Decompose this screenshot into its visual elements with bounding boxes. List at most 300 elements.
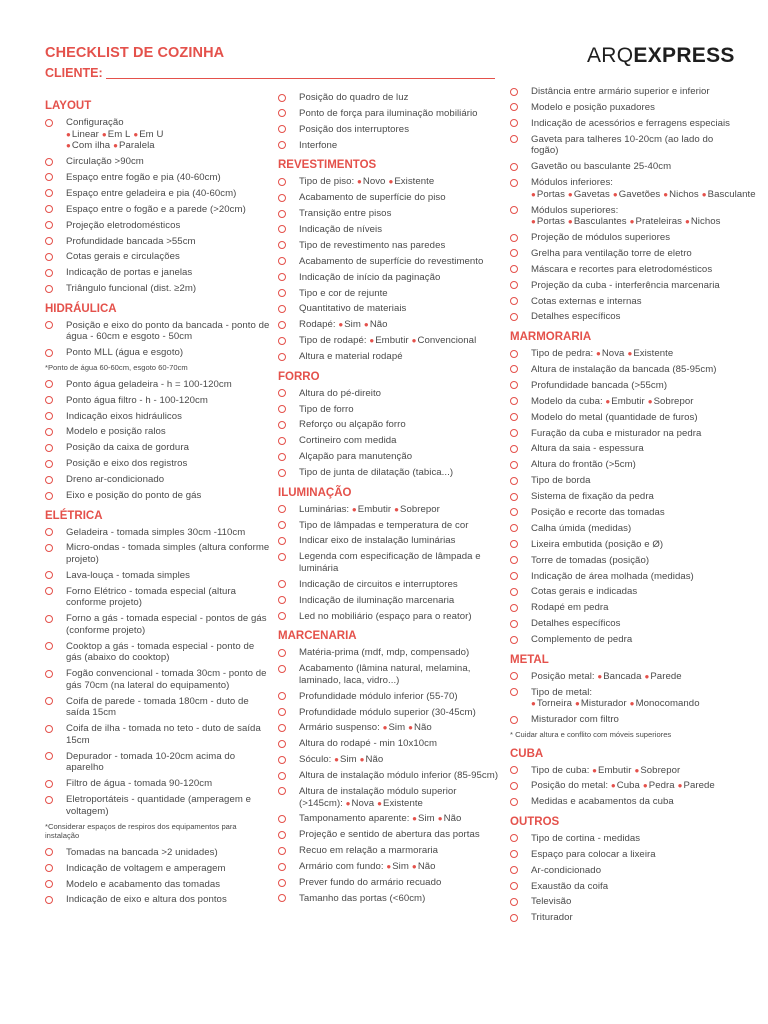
option-dot-icon: ● <box>411 862 417 872</box>
checkbox-circle-icon[interactable] <box>45 587 53 595</box>
item-label: Triângulo funcional (dist. ≥2m) <box>66 283 197 295</box>
checkbox-circle-icon[interactable] <box>510 604 518 612</box>
checkbox-circle-icon[interactable] <box>278 321 286 329</box>
item-label: Posição e eixo do ponto da bancada - ponto de água - 60cm e esgoto - 50cm <box>66 319 270 343</box>
checkbox-circle-icon[interactable] <box>45 173 53 181</box>
checkbox-circle-icon[interactable] <box>278 708 286 716</box>
checkbox-circle-icon[interactable] <box>510 135 518 143</box>
item-label: Circulação >90cm <box>66 156 144 168</box>
checkbox-circle-icon[interactable] <box>278 437 286 445</box>
checkbox-circle-icon[interactable] <box>278 353 286 361</box>
checklist-item <box>45 613 270 636</box>
item-label: Lixeira embutida (posição e Ø) <box>531 538 664 550</box>
checkbox-circle-icon[interactable] <box>45 528 53 536</box>
checklist-item <box>278 845 502 857</box>
checkbox-circle-icon[interactable] <box>278 389 286 397</box>
item-label: Acabamento (lâmina natural, melamina, laminado, laca, vidro...) <box>299 663 471 686</box>
checklist-item <box>278 192 502 204</box>
option-dot-icon: ● <box>574 699 580 709</box>
item-label: Indicação de níveis <box>299 223 383 235</box>
checklist-item <box>45 395 270 407</box>
checkbox-circle-icon[interactable] <box>510 834 518 842</box>
checklist-item <box>278 435 502 447</box>
option-label: Gavetões <box>618 188 661 200</box>
checklist-item <box>510 134 732 157</box>
option-label: Sim <box>392 861 409 873</box>
checklist-item <box>510 896 732 908</box>
option-label: Sobrepor <box>640 764 681 776</box>
checklist-item <box>510 412 732 424</box>
checkbox-circle-icon[interactable] <box>278 692 286 700</box>
checkbox-circle-icon[interactable] <box>278 863 286 871</box>
checklist-item <box>45 474 270 486</box>
checkbox-circle-icon[interactable] <box>510 524 518 532</box>
section-outros: OUTROS <box>510 815 560 828</box>
option-cuba[interactable] <box>611 780 640 791</box>
option-sim[interactable] <box>383 722 406 733</box>
checkbox-circle-icon[interactable] <box>278 612 286 620</box>
item-label: Sistema de fixação da pedra <box>531 491 654 503</box>
option-existente[interactable] <box>377 798 423 809</box>
option-nao[interactable] <box>412 861 436 872</box>
checkbox-circle-icon[interactable] <box>278 847 286 855</box>
checkbox-circle-icon[interactable] <box>510 413 518 421</box>
checkbox-circle-icon[interactable] <box>510 429 518 437</box>
checkbox-circle-icon[interactable] <box>278 894 286 902</box>
checklist-item <box>45 794 270 817</box>
checkbox-circle-icon[interactable] <box>278 521 286 529</box>
checkbox-circle-icon[interactable] <box>510 782 518 790</box>
item-label: Tipo de revestimento nas paredes <box>299 239 446 251</box>
checklist-item <box>278 388 502 400</box>
option-basculantes[interactable] <box>568 216 627 227</box>
checkbox-circle-icon[interactable] <box>45 896 53 904</box>
checkbox-circle-icon[interactable] <box>45 321 53 329</box>
option-pedra[interactable] <box>643 780 675 791</box>
checkbox-circle-icon[interactable] <box>278 94 286 102</box>
checklist-item <box>510 687 732 710</box>
checkbox-circle-icon[interactable] <box>278 580 286 588</box>
option-novo[interactable] <box>357 176 386 187</box>
checkbox-circle-icon[interactable] <box>510 297 518 305</box>
checkbox-circle-icon[interactable] <box>278 289 286 297</box>
item-label: Eletroportáteis - quantidade (amperagem e voltagem) <box>66 794 251 817</box>
checkbox-circle-icon[interactable] <box>278 596 286 604</box>
option-sobrepor[interactable] <box>394 504 440 515</box>
item-label: Tamanho das portas (<60cm) <box>299 892 426 904</box>
checkbox-circle-icon[interactable] <box>45 476 53 484</box>
checkbox-circle-icon[interactable] <box>45 412 53 420</box>
checkbox-circle-icon[interactable] <box>278 225 286 233</box>
checkbox-circle-icon[interactable] <box>278 469 286 477</box>
option-label: Prateleiras <box>635 216 682 228</box>
checkbox-circle-icon[interactable] <box>510 265 518 273</box>
checkbox-circle-icon[interactable] <box>45 253 53 261</box>
option-dot-icon: ● <box>567 189 573 199</box>
option-torneira[interactable] <box>531 698 572 709</box>
option-row <box>66 129 270 141</box>
checkbox-circle-icon[interactable] <box>510 636 518 644</box>
checkbox-circle-icon[interactable] <box>278 815 286 823</box>
option-paralela[interactable] <box>113 140 155 151</box>
option-monocomando[interactable] <box>630 698 700 709</box>
checkbox-circle-icon[interactable] <box>278 210 286 218</box>
checklist-item <box>510 796 732 808</box>
item-label: Posição do metal: <box>531 780 609 792</box>
checkbox-circle-icon[interactable] <box>45 697 53 705</box>
checkbox-circle-icon[interactable] <box>45 670 53 678</box>
checklist-item <box>45 490 270 502</box>
option-sim[interactable] <box>334 754 357 765</box>
checklist-item <box>45 426 270 438</box>
item-label: Medidas e acabamentos da cuba <box>531 796 674 808</box>
checkbox-circle-icon[interactable] <box>510 350 518 358</box>
option-em-l[interactable] <box>102 129 130 140</box>
checklist-item <box>45 411 270 423</box>
checkbox-circle-icon[interactable] <box>278 194 286 202</box>
item-label: Televisão <box>531 896 572 908</box>
checkbox-circle-icon[interactable] <box>510 898 518 906</box>
checklist-item <box>510 248 732 260</box>
checkbox-circle-icon[interactable] <box>45 796 53 804</box>
item-label: Tipo de cuba: <box>531 764 590 776</box>
checklist-item <box>278 335 502 347</box>
checkbox-circle-icon[interactable] <box>510 716 518 724</box>
checkbox-circle-icon[interactable] <box>45 428 53 436</box>
item-label: Sóculo: <box>299 754 332 766</box>
checkbox-circle-icon[interactable] <box>278 305 286 313</box>
option-sobrepor[interactable] <box>634 765 680 776</box>
option-portas[interactable] <box>531 216 565 227</box>
option-dot-icon: ● <box>363 320 369 330</box>
option-sim[interactable] <box>338 319 361 330</box>
checklist-item <box>45 778 270 790</box>
option-gavetoes[interactable] <box>613 189 660 200</box>
checklist-item <box>278 829 502 841</box>
item-label: Projeção e sentido de abertura das portas <box>299 829 480 841</box>
checkbox-circle-icon[interactable] <box>45 158 53 166</box>
checkbox-circle-icon[interactable] <box>278 537 286 545</box>
checkbox-circle-icon[interactable] <box>510 620 518 628</box>
checkbox-circle-icon[interactable] <box>510 179 518 187</box>
checkbox-circle-icon[interactable] <box>510 477 518 485</box>
checkbox-circle-icon[interactable] <box>510 540 518 548</box>
checklist-item <box>510 428 732 440</box>
option-label: Existente <box>633 348 674 360</box>
item-label: Ponto MLL (água e esgoto) <box>66 347 184 359</box>
checkbox-circle-icon[interactable] <box>510 234 518 242</box>
item-label: Depurador - tomada 10-20cm acima do aparelho <box>66 750 236 774</box>
option-sim[interactable] <box>412 813 435 824</box>
item-label: Altura do pé-direito <box>299 387 382 399</box>
option-dot-icon: ● <box>386 862 392 872</box>
checkbox-circle-icon[interactable] <box>510 381 518 389</box>
option-parede[interactable] <box>678 780 715 791</box>
checkbox-circle-icon[interactable] <box>278 273 286 281</box>
option-dot-icon: ● <box>66 141 71 151</box>
checkbox-circle-icon[interactable] <box>278 337 286 345</box>
checklist-item <box>45 204 270 216</box>
option-linear[interactable] <box>66 129 99 140</box>
option-portas[interactable] <box>531 189 565 200</box>
checkbox-circle-icon[interactable] <box>510 163 518 171</box>
checkbox-circle-icon[interactable] <box>45 864 53 872</box>
checkbox-circle-icon[interactable] <box>45 269 53 277</box>
option-nao[interactable] <box>360 754 384 765</box>
checkbox-circle-icon[interactable] <box>510 866 518 874</box>
item-label: Matéria-prima (mdf, mdp, compensado) <box>299 647 470 659</box>
option-com-ilha[interactable] <box>66 140 110 151</box>
checklist-item <box>278 579 502 591</box>
checkbox-circle-icon[interactable] <box>510 493 518 501</box>
option-label: Não <box>417 861 436 873</box>
checklist-item <box>45 172 270 184</box>
option-sim[interactable] <box>386 861 409 872</box>
checklist-item <box>278 319 502 331</box>
checkbox-circle-icon[interactable] <box>45 189 53 197</box>
checkbox-circle-icon[interactable] <box>278 740 286 748</box>
checkbox-circle-icon[interactable] <box>45 880 53 888</box>
option-embutir[interactable] <box>605 396 644 407</box>
checklist-item <box>278 504 502 516</box>
option-dot-icon: ● <box>345 798 351 808</box>
option-existente[interactable] <box>388 176 434 187</box>
checkbox-circle-icon[interactable] <box>278 879 286 887</box>
client-input-line[interactable] <box>106 78 495 79</box>
checkbox-circle-icon[interactable] <box>510 88 518 96</box>
checkbox-circle-icon[interactable] <box>45 571 53 579</box>
checklist-item <box>278 535 502 547</box>
item-label: Profundidade bancada (>55cm) <box>531 379 668 391</box>
checklist-item <box>45 542 270 565</box>
item-label: Indicação de início da paginação <box>299 271 441 283</box>
checkbox-circle-icon[interactable] <box>45 725 53 733</box>
item-label: Configuração <box>66 117 124 128</box>
checkbox-circle-icon[interactable] <box>278 756 286 764</box>
checkbox-circle-icon[interactable] <box>510 766 518 774</box>
option-dot-icon: ● <box>101 129 107 139</box>
item-label: Led no mobiliário (espaço para o reator) <box>299 610 472 622</box>
option-gavetas[interactable] <box>568 189 610 200</box>
option-label: Bancada <box>603 670 642 682</box>
option-dot-icon: ● <box>612 189 618 199</box>
checkbox-circle-icon[interactable] <box>278 109 286 117</box>
option-embutir[interactable] <box>352 504 391 515</box>
item-label: Cotas gerais e indicadas <box>531 586 638 598</box>
option-label: Gavetas <box>573 188 610 200</box>
checklist-item <box>510 780 732 792</box>
checkbox-circle-icon[interactable] <box>510 688 518 696</box>
item-label: Rodapé em pedra <box>531 602 609 614</box>
item-label: Indicação de eixo e altura dos pontos <box>66 894 227 906</box>
checklist-item <box>510 475 732 487</box>
checklist-item <box>45 267 270 279</box>
option-convencional[interactable] <box>412 335 477 346</box>
checkbox-circle-icon[interactable] <box>510 798 518 806</box>
checkbox-circle-icon[interactable] <box>45 780 53 788</box>
checkbox-circle-icon[interactable] <box>510 882 518 890</box>
item-label: Modelo e acabamento das tomadas <box>66 878 221 890</box>
checklist-item <box>510 714 732 726</box>
checkbox-circle-icon[interactable] <box>278 787 286 795</box>
item-label: Espaço entre geladeira e pia (40-60cm) <box>66 187 237 199</box>
checkbox-circle-icon[interactable] <box>45 119 53 127</box>
item-label: Indicar eixo de instalação luminárias <box>299 535 456 547</box>
item-label: Exaustão da coifa <box>531 880 609 892</box>
option-dot-icon: ● <box>627 349 633 359</box>
checkbox-circle-icon[interactable] <box>278 178 286 186</box>
checklist-column-2 <box>278 92 502 909</box>
checkbox-circle-icon[interactable] <box>510 445 518 453</box>
item-label: Grelha para ventilação torre de eletro <box>531 247 692 259</box>
checkbox-circle-icon[interactable] <box>510 461 518 469</box>
checklist-item <box>510 571 732 583</box>
option-existente[interactable] <box>627 348 673 359</box>
checklist-item <box>278 754 502 766</box>
option-em-u[interactable] <box>133 129 163 140</box>
item-label: Transição entre pisos <box>299 208 392 220</box>
option-label: Não <box>414 722 432 734</box>
checklist-item <box>278 140 502 152</box>
item-label: Triturador <box>531 912 573 924</box>
option-embutir[interactable] <box>592 765 631 776</box>
item-label: Quantitativo de materiais <box>299 303 407 315</box>
option-misturador[interactable] <box>575 698 627 709</box>
option-nao[interactable] <box>408 722 432 733</box>
checkbox-circle-icon[interactable] <box>510 850 518 858</box>
checkbox-circle-icon[interactable] <box>278 421 286 429</box>
item-label: Tipo de junta de dilatação (tabica...) <box>299 467 454 479</box>
checklist-item <box>510 671 732 683</box>
option-nao[interactable] <box>364 319 388 330</box>
checkbox-circle-icon[interactable] <box>510 672 518 680</box>
item-label: Modelo e posição puxadores <box>531 101 655 113</box>
checkbox-circle-icon[interactable] <box>45 544 53 552</box>
option-label: Embutir <box>375 335 409 347</box>
checkbox-circle-icon[interactable] <box>45 492 53 500</box>
item-label: Módulos superiores: <box>531 204 619 216</box>
checklist-item <box>278 520 502 532</box>
checklist-item <box>510 177 756 200</box>
option-label: Nichos <box>669 188 699 200</box>
item-label: Coifa de parede - tomada 180cm - duto de saída 15cm <box>66 695 249 719</box>
checklist-item <box>45 379 270 391</box>
checkbox-circle-icon[interactable] <box>510 556 518 564</box>
checkbox-circle-icon[interactable] <box>510 508 518 516</box>
option-dot-icon: ● <box>677 781 683 791</box>
checklist-item <box>278 224 502 236</box>
checkbox-circle-icon[interactable] <box>510 365 518 373</box>
option-dot-icon: ● <box>412 814 418 824</box>
option-nichos[interactable] <box>685 216 721 227</box>
option-dot-icon: ● <box>356 177 362 187</box>
option-dot-icon: ● <box>684 217 690 227</box>
checkbox-circle-icon[interactable] <box>45 444 53 452</box>
option-sobrepor[interactable] <box>648 396 694 407</box>
option-embutir[interactable] <box>369 335 408 346</box>
checklist-item <box>278 893 502 905</box>
item-label: Indicação de área molhada (medidas) <box>531 570 694 582</box>
checkbox-circle-icon[interactable] <box>45 380 53 388</box>
checkbox-circle-icon[interactable] <box>510 281 518 289</box>
checkbox-circle-icon[interactable] <box>45 752 53 760</box>
checkbox-circle-icon[interactable] <box>45 848 53 856</box>
option-bancada[interactable] <box>597 671 641 682</box>
checkbox-circle-icon[interactable] <box>278 257 286 265</box>
checkbox-circle-icon[interactable] <box>278 405 286 413</box>
option-label: Nichos <box>690 216 721 228</box>
checkbox-circle-icon[interactable] <box>510 914 518 922</box>
option-parede[interactable] <box>644 671 681 682</box>
checkbox-circle-icon[interactable] <box>45 221 53 229</box>
checklist-item <box>510 296 732 308</box>
checkbox-circle-icon[interactable] <box>45 205 53 213</box>
option-label: Sim <box>418 813 435 825</box>
option-dot-icon: ● <box>351 504 357 514</box>
checkbox-circle-icon[interactable] <box>510 572 518 580</box>
option-nova[interactable] <box>596 348 625 359</box>
checkbox-circle-icon[interactable] <box>45 460 53 468</box>
item-label: Dreno ar-condicionado <box>66 474 165 486</box>
checkbox-circle-icon[interactable] <box>278 649 286 657</box>
option-nao[interactable] <box>438 813 462 824</box>
option-label: Basculante <box>707 188 756 200</box>
option-prateleiras[interactable] <box>630 216 682 227</box>
checkbox-circle-icon[interactable] <box>278 241 286 249</box>
checkbox-circle-icon[interactable] <box>45 349 53 357</box>
checkbox-circle-icon[interactable] <box>510 103 518 111</box>
option-label: Torneira <box>536 698 572 710</box>
checkbox-circle-icon[interactable] <box>510 249 518 257</box>
option-nichos[interactable] <box>663 189 699 200</box>
option-basculante[interactable] <box>702 189 756 200</box>
checklist-item <box>510 86 732 98</box>
checkbox-circle-icon[interactable] <box>278 505 286 513</box>
option-dot-icon: ● <box>647 396 653 406</box>
option-label: Portas <box>536 188 565 200</box>
checklist-item <box>510 881 732 893</box>
checklist-item <box>45 751 270 774</box>
option-label: Sobrepor <box>400 503 440 515</box>
checkbox-circle-icon[interactable] <box>510 588 518 596</box>
checklist-item <box>510 865 732 877</box>
item-label: Espaço entre fogão e pia (40-60cm) <box>66 171 221 183</box>
option-nova[interactable] <box>346 798 375 809</box>
checkbox-circle-icon[interactable] <box>278 665 286 673</box>
checkbox-circle-icon[interactable] <box>45 237 53 245</box>
option-dot-icon: ● <box>388 177 394 187</box>
checkbox-circle-icon[interactable] <box>278 772 286 780</box>
checklist-item <box>45 283 270 295</box>
checkbox-circle-icon[interactable] <box>278 453 286 461</box>
checkbox-circle-icon[interactable] <box>278 125 286 133</box>
section-marmoraria: MARMORARIA <box>510 331 592 344</box>
checklist-item <box>278 877 502 889</box>
checkbox-circle-icon[interactable] <box>510 119 518 127</box>
checkbox-circle-icon[interactable] <box>45 642 53 650</box>
checkbox-circle-icon[interactable] <box>45 285 53 293</box>
checkbox-circle-icon[interactable] <box>278 831 286 839</box>
checkbox-circle-icon[interactable] <box>510 313 518 321</box>
checkbox-circle-icon[interactable] <box>45 615 53 623</box>
checkbox-circle-icon[interactable] <box>278 141 286 149</box>
checkbox-circle-icon[interactable] <box>510 397 518 405</box>
checkbox-circle-icon[interactable] <box>510 206 518 214</box>
checkbox-circle-icon[interactable] <box>278 553 286 561</box>
checkbox-circle-icon[interactable] <box>278 724 286 732</box>
checkbox-circle-icon[interactable] <box>45 396 53 404</box>
checklist-item <box>278 351 502 363</box>
